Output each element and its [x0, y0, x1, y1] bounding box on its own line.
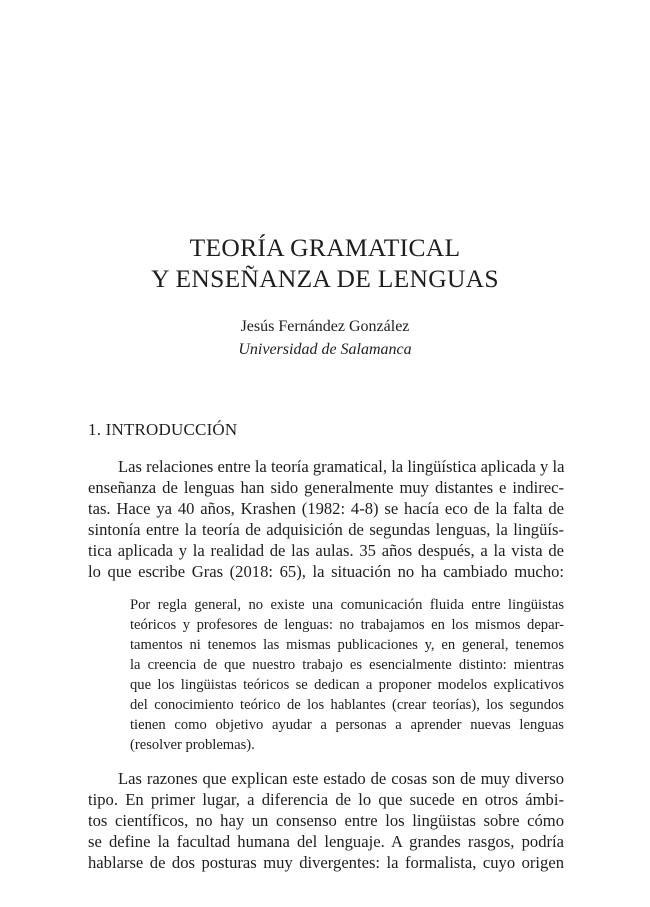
- paragraph-line: hablarse de dos posturas muy divergentes: la formalista, cuyo origen: [88, 853, 564, 872]
- quote-line: la creencia de que nuestro trabajo es esencialmente distinto: mientras: [130, 657, 564, 673]
- title-line-2: Y ENSEÑANZA DE LENGUAS: [151, 264, 499, 293]
- author-affiliation: Universidad de Salamanca: [238, 341, 412, 358]
- section-heading: 1. INTRODUCCIÓN: [88, 420, 238, 439]
- quote-line: tienen como objetivo ayudar a personas a aprender nuevas lenguas: [130, 717, 564, 733]
- paragraph-line: sintonía entre la teoría de adquisición de segundas lenguas, la lingüís-: [88, 520, 564, 539]
- quote-line: (resolver problemas).: [130, 737, 255, 753]
- paragraph-line: enseñanza de lenguas han sido generalmente muy distantes e indirec-: [88, 478, 564, 497]
- quote-line: Por regla general, no existe una comunicación fluida entre lingüistas: [130, 597, 564, 613]
- paragraph-line: tos científicos, no hay un consenso entre los lingüistas sobre cómo: [88, 811, 564, 830]
- paragraph-line: tas. Hace ya 40 años, Krashen (1982: 4-8) se hacía eco de la falta de: [88, 499, 564, 518]
- paragraph-line: se define la facultad humana del lenguaje. A grandes rasgos, podría: [88, 832, 564, 851]
- paragraph-line: lo que escribe Gras (2018: 65), la situación no ha cambiado mucho:: [88, 562, 564, 581]
- quote-line: del conocimiento teórico de los hablantes (crear teorías), los segundos: [130, 697, 564, 713]
- quote-line: teóricos y profesores de lenguas: no trabajamos en los mismos depar-: [130, 617, 564, 633]
- paragraph-line: tipo. En primer lugar, a diferencia de lo que sucede en otros ámbi-: [88, 790, 564, 809]
- paragraph-line: Las relaciones entre la teoría gramatical, la lingüística aplicada y la: [118, 457, 565, 476]
- paragraph-line: Las razones que explican este estado de cosas son de muy diverso: [118, 769, 564, 788]
- paragraph-line: tica aplicada y la realidad de las aulas. 35 años después, a la vista de: [88, 541, 564, 560]
- quote-line: tamentos ni tenemos las mismas publicaciones y, en general, tenemos: [130, 637, 564, 653]
- quote-line: que los lingüistas teóricos se dedican a proponer modelos explicativos: [130, 677, 564, 693]
- author-name: Jesús Fernández González: [240, 318, 410, 335]
- title-line-1: TEORÍA GRAMATICAL: [189, 233, 461, 262]
